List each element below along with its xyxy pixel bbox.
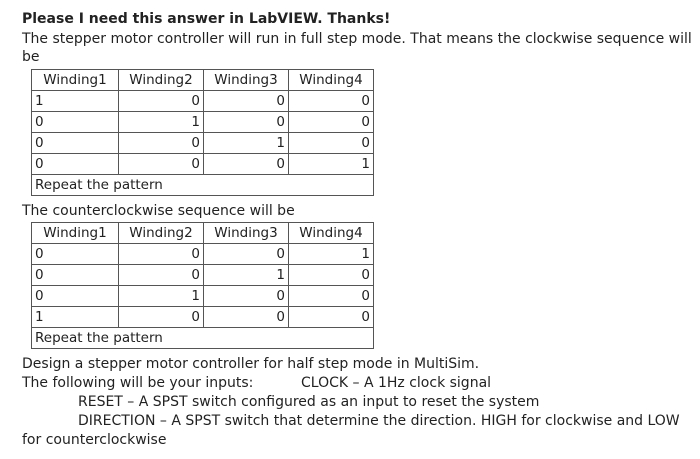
table-cell: 1 — [119, 286, 204, 307]
column-header: Winding1 — [32, 70, 119, 91]
table-cell: 0 — [204, 112, 289, 133]
table-row — [32, 91, 374, 112]
intro-line-2: be — [22, 49, 40, 65]
table-cell: 0 — [289, 133, 374, 154]
table-cell: 0 — [204, 91, 289, 112]
column-header: Winding2 — [119, 70, 204, 91]
column-header: Winding2 — [119, 223, 204, 244]
table-cell: 0 — [119, 91, 204, 112]
table-row — [32, 265, 374, 286]
repeat-note: Repeat the pattern — [32, 175, 374, 196]
table-cell: 1 — [32, 91, 119, 112]
table-cell: 0 — [32, 154, 119, 175]
table-header-row — [32, 70, 374, 91]
table-cell: 0 — [119, 307, 204, 328]
table-cell: 0 — [204, 154, 289, 175]
clockwise-table — [31, 69, 374, 196]
table-cell: 0 — [32, 286, 119, 307]
column-header: Winding3 — [204, 70, 289, 91]
table-cell: 0 — [289, 91, 374, 112]
heading: Please I need this answer in LabVIEW. Thanks! — [22, 11, 391, 27]
column-header: Winding3 — [204, 223, 289, 244]
column-header: Winding1 — [32, 223, 119, 244]
table-header-row — [32, 223, 374, 244]
table-cell: 0 — [204, 286, 289, 307]
direction-line-2: for counterclockwise — [22, 432, 167, 448]
table-cell: 1 — [119, 112, 204, 133]
table-cell: 1 — [32, 307, 119, 328]
column-header: Winding4 — [289, 223, 374, 244]
table-cell: 0 — [119, 133, 204, 154]
table-cell: 0 — [289, 265, 374, 286]
table-row — [32, 307, 374, 328]
table-cell: 0 — [289, 307, 374, 328]
table-cell: 0 — [119, 244, 204, 265]
table-cell: 1 — [204, 133, 289, 154]
inputs-line: The following will be your inputs: — [22, 375, 254, 391]
counterclockwise-table — [31, 222, 374, 349]
table-row — [32, 154, 374, 175]
intro-line-1: The stepper motor controller will run in full step mode. That means the clockwise sequence will — [22, 31, 692, 47]
direction-line-1: DIRECTION – A SPST switch that determine the direction. HIGH for clockwise and LOW — [78, 413, 680, 429]
table-cell: 0 — [32, 133, 119, 154]
table-cell: 0 — [119, 265, 204, 286]
table-cell: 0 — [204, 307, 289, 328]
table-footer-row — [32, 175, 374, 196]
table-cell: 0 — [289, 112, 374, 133]
table-cell: 0 — [204, 244, 289, 265]
table-cell: 0 — [289, 286, 374, 307]
table-cell: 0 — [32, 112, 119, 133]
clock-line: CLOCK – A 1Hz clock signal — [301, 375, 492, 391]
table-cell: 1 — [289, 244, 374, 265]
table-cell: 0 — [32, 265, 119, 286]
table-row — [32, 244, 374, 265]
table-row — [32, 133, 374, 154]
design-line: Design a stepper motor controller for half step mode in MultiSim. — [22, 356, 480, 372]
reset-line: RESET – A SPST switch configured as an input to reset the system — [78, 394, 540, 410]
table-footer-row — [32, 328, 374, 349]
table-cell: 0 — [32, 244, 119, 265]
table-cell: 1 — [289, 154, 374, 175]
table-cell: 1 — [204, 265, 289, 286]
column-header: Winding4 — [289, 70, 374, 91]
repeat-note: Repeat the pattern — [32, 328, 374, 349]
table-cell: 0 — [119, 154, 204, 175]
table-row — [32, 112, 374, 133]
table-row — [32, 286, 374, 307]
ccw-label: The counterclockwise sequence will be — [22, 203, 295, 219]
